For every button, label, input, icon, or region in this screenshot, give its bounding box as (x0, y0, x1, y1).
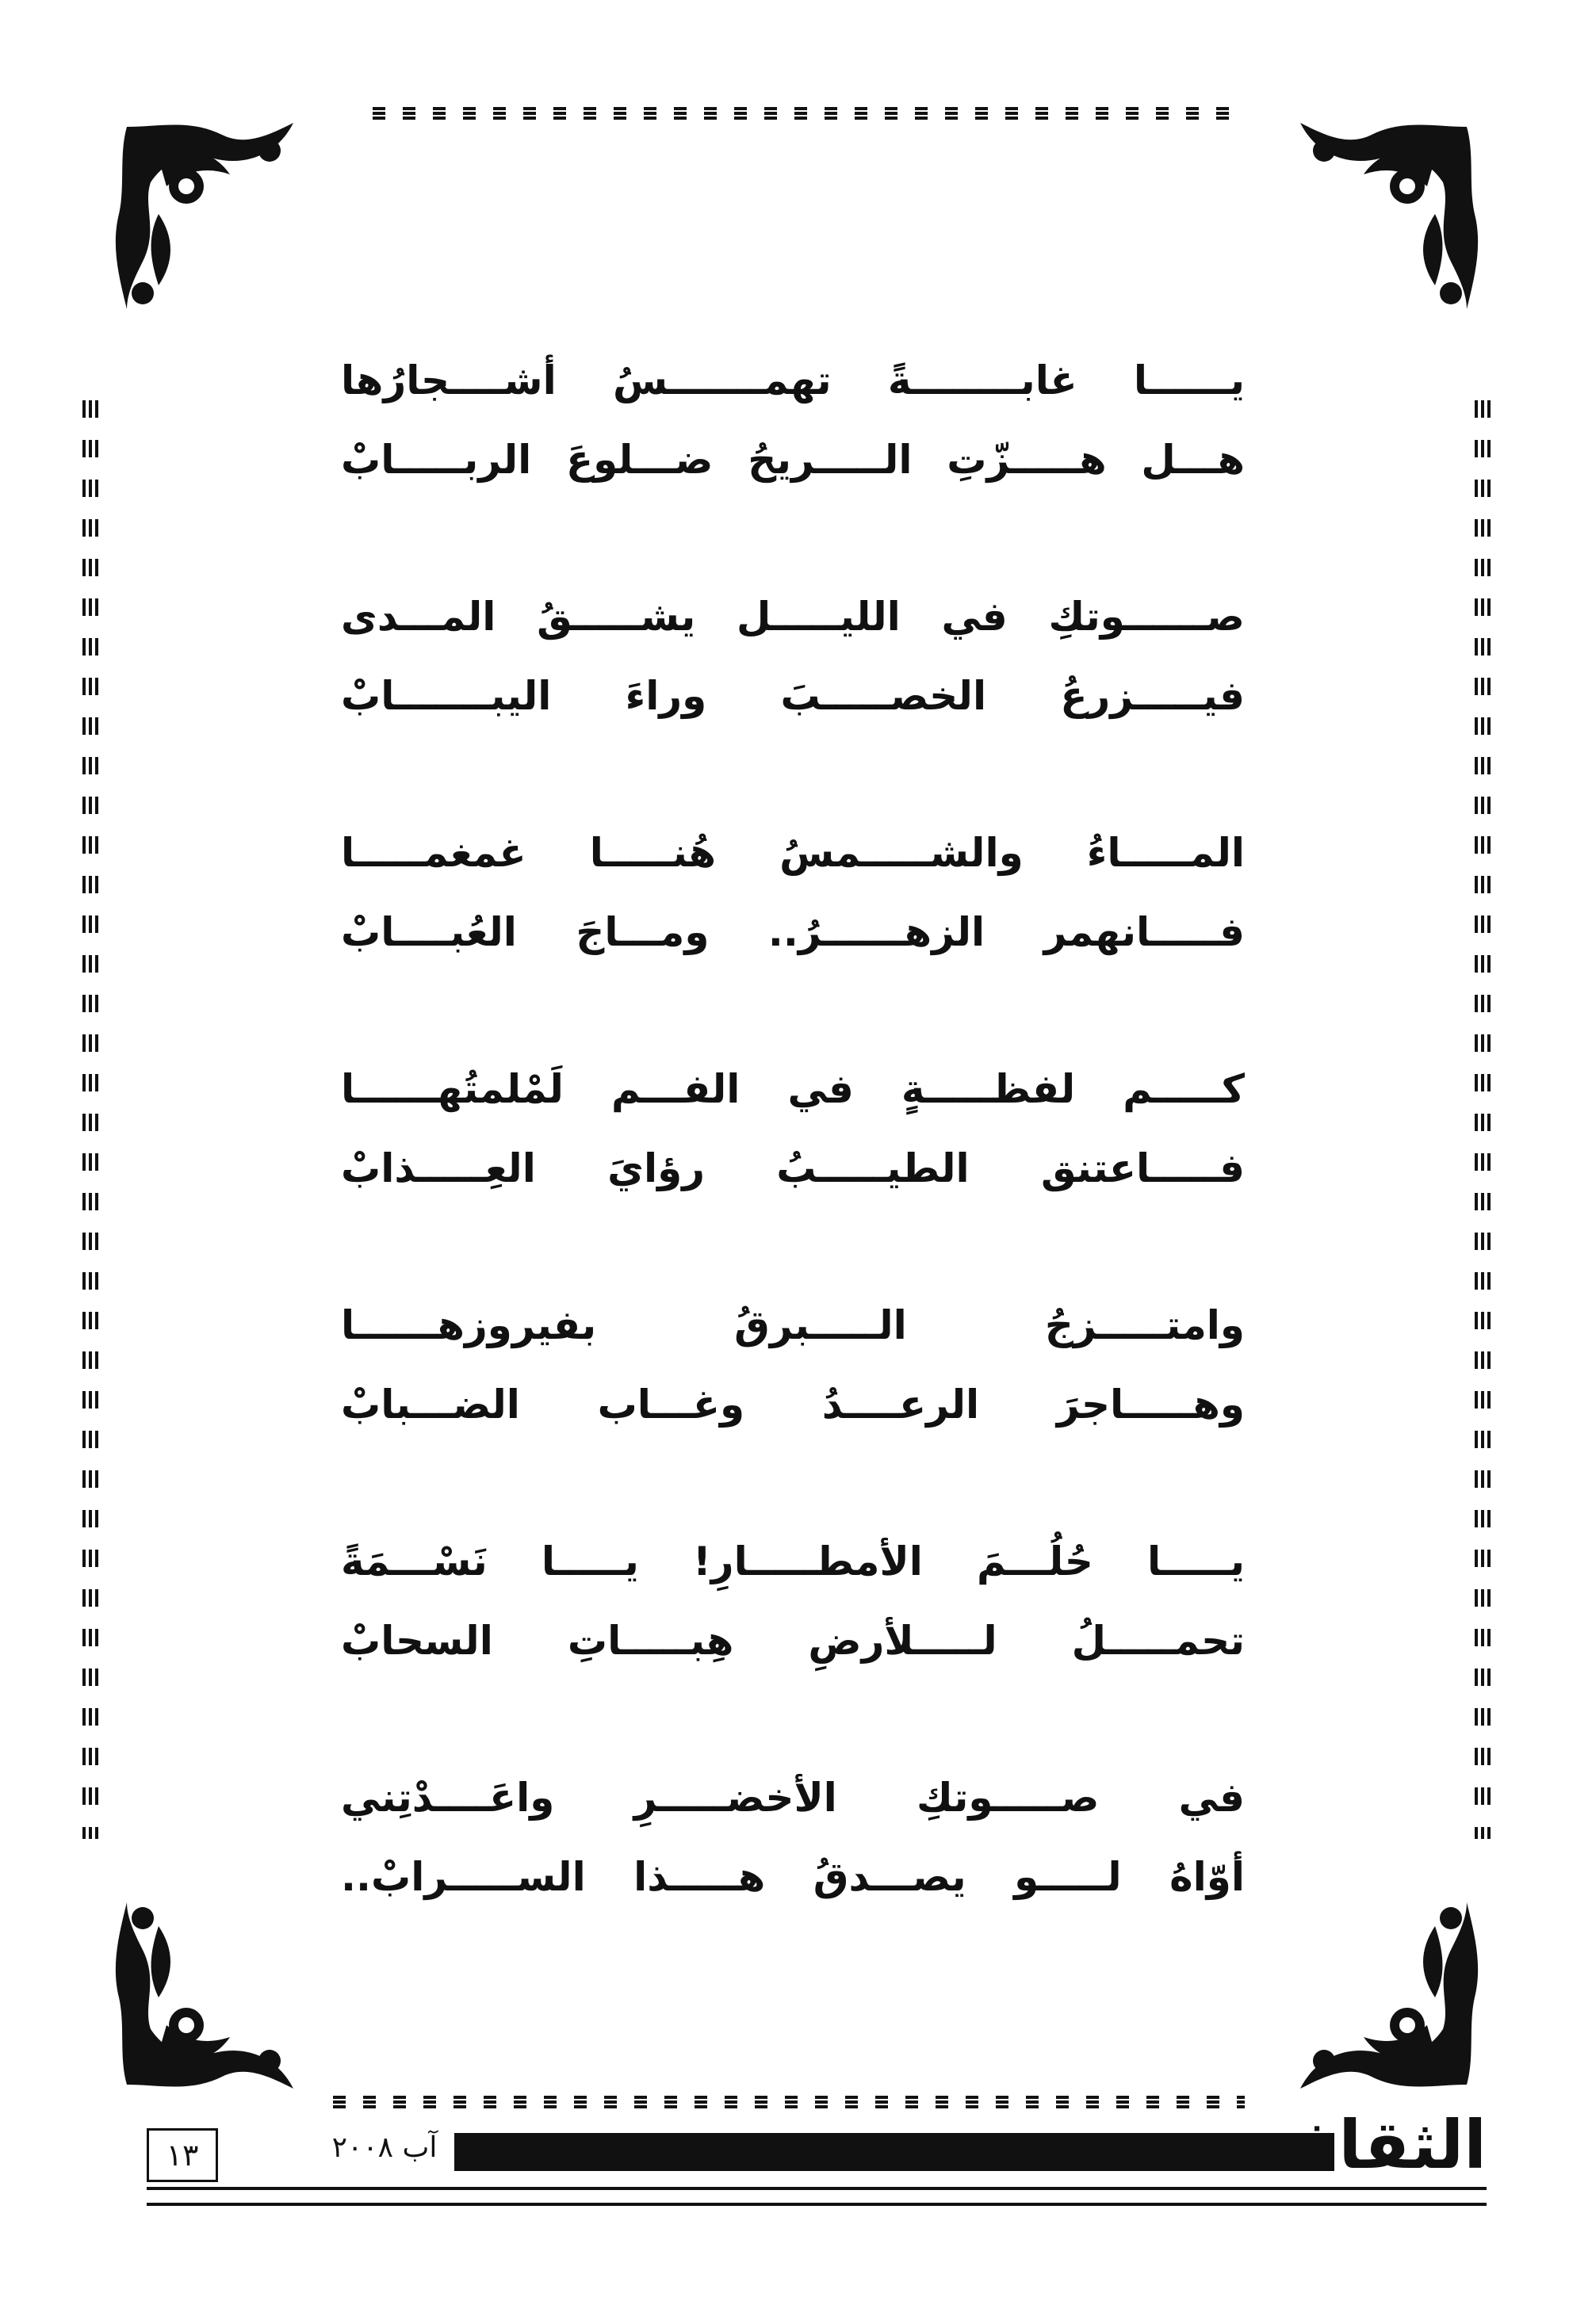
floral-corner-icon (1276, 111, 1483, 317)
verse-line: يــــــا غابــــــــةً تهمـــــــسُ أشــــجارُها (341, 357, 1245, 403)
verse-line: وامتـــــزجُ الـــــبرقُ بفيروزهــــــا (341, 1302, 1245, 1348)
stanza (341, 1522, 1245, 1680)
verse-line: تحمـــــلُ لـــــلأرضِ هِبـــــاتِ السحابْ (341, 1618, 1245, 1664)
verse-line: في صـــــوتكِ الأخضـــــرِ واعَــــدْتِني (341, 1775, 1245, 1821)
stanza (341, 341, 1245, 499)
verse-line: فيـــــزرعُ الخصـــــبَ وراءَ اليبـــــــابْ (341, 673, 1245, 719)
footer-rule (147, 2187, 1487, 2190)
stanza (341, 1286, 1245, 1444)
verse-line: صــــــوتكِ في الليـــــل يشـــــقُ المـــدى (341, 594, 1245, 640)
verse-line: وهـــــاجرَ الرعــــدُ وغـــاب الضـــبابْ (341, 1382, 1245, 1428)
right-dotted-border (1475, 400, 1491, 1839)
stanza (341, 813, 1245, 972)
verse-line: المـــــاءُ والشـــــمسُ هُنـــــا غمغمـــــا (341, 830, 1245, 876)
verse-line: أوّاهُ لـــــو يصـــدقُ هـــــذا الســـــرابْ.. (341, 1854, 1245, 1900)
stanza (341, 1049, 1245, 1208)
bottom-dashed-border (333, 2096, 1245, 2108)
verse-line: يـــــا حُلُـــمَ الأمطـــــارِ! يـــــا نَسْـــمَةً (341, 1539, 1245, 1584)
magazine-brand: الثقافة (1254, 2106, 1487, 2184)
footer-rule (147, 2203, 1487, 2206)
poem (341, 341, 1245, 1994)
page-number: ١٣ (147, 2128, 218, 2182)
verse-line: فـــــاعتنق الطيـــــبُ رؤايَ العِـــــذابْ (341, 1145, 1245, 1191)
issue-date: آب ٢٠٠٨ (331, 2131, 438, 2164)
footer-bar (454, 2133, 1334, 2171)
verse-line: فـــــانهمر الزهــــــرُ.. ومـــاجَ العُبــــابْ (341, 909, 1245, 955)
stanza (341, 577, 1245, 736)
verse-line: كـــــم لفظـــــةٍ في الفـــم لَمْلمتُهــــــا (341, 1066, 1245, 1112)
stanza (341, 1758, 1245, 1917)
verse-line: هـــل هـــــزّتِ الـــــريحُ ضـــلوعَ الربـــــابْ (341, 437, 1245, 483)
left-dotted-border (82, 400, 98, 1839)
page-footer (147, 2106, 1487, 2207)
top-dashed-border (373, 107, 1245, 120)
floral-corner-icon (111, 1894, 317, 2100)
floral-corner-icon (1276, 1894, 1483, 2100)
floral-corner-icon (111, 111, 317, 317)
